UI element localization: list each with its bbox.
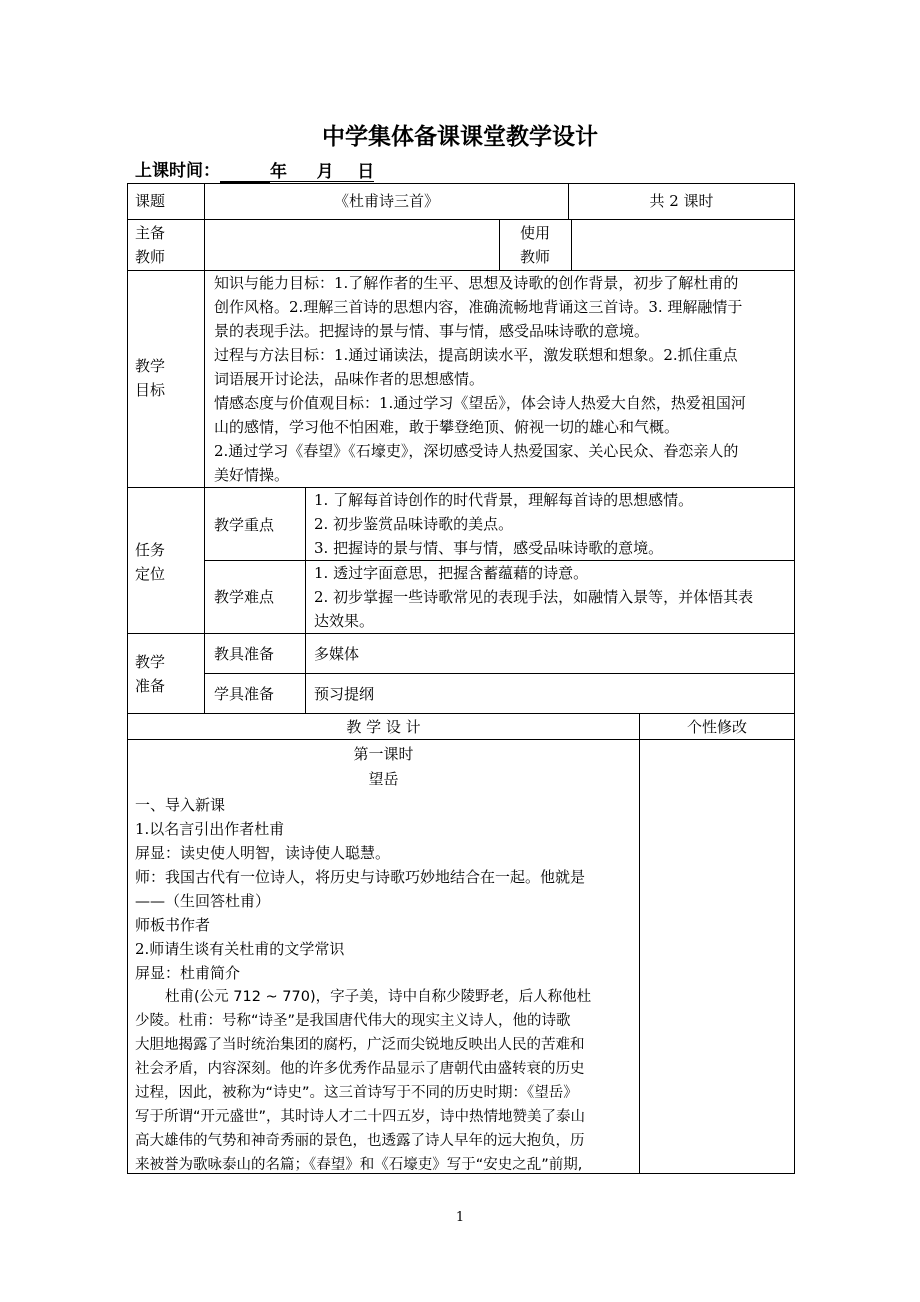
poem-title: 望岳 [368,770,399,788]
student-prep-label: 学具准备 [214,685,275,703]
content-line: 2.师请生谈有关杜甫的文学常识 [135,940,345,958]
prep-label-2: 准备 [135,677,166,695]
user-teacher-label-1: 使用 [520,224,551,242]
bio-line: 过程，因此，被称为“诗史”。这三首诗写于不同的历史时期：《望岳》 [135,1085,578,1101]
class-time-line [135,160,374,182]
table-border [127,183,128,1173]
objectives-label-1: 教学 [135,357,166,375]
bio-line: 大胆地揭露了当时统治集团的腐朽，广泛而尖锐地反映出人民的苦难和 [135,1037,585,1053]
row-divider [204,673,794,674]
bio-line: 高大雄伟的气势和神奇秀丽的景色，也透露了诗人早年的远大抱负，历 [135,1133,585,1149]
difficulty-item: 1. 透过字面意思，把握含蓄蕴藉的诗意。 [314,564,589,582]
objective-line: 情感态度与价值观目标：1.通过学习《望岳》，体会诗人热爱大自然，热爱祖国河 [214,394,746,412]
objective-line: 知识与能力目标：1.了解作者的生平、思想及诗歌的创作背景，初步了解杜甫的 [214,274,739,292]
objective-line: 词语展开讨论法，品味作者的思想感情。 [214,370,485,388]
bio-line: 杜甫(公元 712 ~ 770)，字子美，诗中自称少陵野老，后人称他杜 [165,989,592,1005]
content-line: 一、导入新课 [135,796,226,814]
col-divider [204,183,205,713]
content-line: 屏显：杜甫简介 [135,964,241,982]
difficulties-label: 教学难点 [214,588,275,606]
page-title: 中学集体备课课堂教学设计 [322,124,598,150]
content-line: 屏显：读史使人明智，读诗使人聪慧。 [135,844,391,862]
objectives-text [214,271,792,487]
col-divider [571,219,572,270]
col-divider [305,487,306,713]
objective-line: 美好情操。 [214,466,290,484]
class-time-year: 年 [270,162,287,182]
content-line: 师：我国古代有一位诗人，将历史与诗歌巧妙地结合在一起。他就是 [135,868,586,886]
key-point-item: 2. 初步鉴赏品味诗歌的美点。 [314,515,514,533]
key-points-label: 教学重点 [214,516,275,534]
student-prep-value: 预习提纲 [314,685,375,703]
page-number: 1 [455,1210,465,1225]
difficulty-item: 2. 初步掌握一些诗歌常见的表现手法，如融情入景等，并体悟其表 [314,588,754,606]
col-divider [639,713,640,1173]
row-divider [127,633,794,634]
key-point-item: 1. 了解每首诗创作的时代背景，理解每首诗的思想感情。 [314,491,694,509]
difficulty-item: 达效果。 [314,612,375,630]
bio-line: 来被誉为歌咏泰山的名篇；《春望》和《石壕吏》写于“安史之乱”前期, [135,1157,583,1173]
objective-line: 山的感情，学习他不怕困难，敢于攀登绝顶、俯视一切的雄心和气概。 [214,418,680,436]
content-lines [135,793,637,985]
objective-line: 2.通过学习《春望》《石壕吏》，深切感受诗人热爱国家、关心民众、眷恋亲人的 [214,442,739,460]
tools-value: 多媒体 [314,645,360,663]
bio-line: 少陵。杜甫：号称“诗圣”是我国唐代伟大的现实主义诗人，他的诗歌 [135,1013,571,1029]
prep-label-1: 教学 [135,653,166,671]
design-header: 教 学 设 计 [346,718,421,736]
row-divider [127,739,794,740]
topic-label: 课题 [135,192,166,210]
du-fu-bio [135,985,637,1177]
task-label-2: 定位 [135,565,166,583]
class-time-label: 上课时间： [135,161,220,181]
lead-teacher-label-1: 主备 [135,224,166,242]
objective-line: 景的表现手法。把握诗的景与情、事与情，感受品味诗歌的意境。 [214,322,650,340]
content-line: ——（生回答杜甫） [135,892,271,910]
difficulties-list [314,561,792,633]
lead-teacher-label-2: 教师 [135,248,166,266]
class-time-fill [220,161,374,182]
tools-label: 教具准备 [214,645,275,663]
task-label-1: 任务 [135,541,166,559]
table-border [127,183,794,184]
user-teacher-label-2: 教师 [520,248,551,266]
table-border [794,183,795,1173]
bio-line: 社会矛盾，内容深刻。他的许多优秀作品显示了唐朝代由盛转衰的历史 [135,1061,585,1077]
col-divider [499,219,500,270]
revision-header: 个性修改 [686,718,747,736]
objectives-label-2: 目标 [135,381,166,399]
row-divider [127,219,794,220]
key-points-list [314,488,792,560]
bio-line: 写于所谓“开元盛世”，其时诗人才二十四五岁，诗中热情地赞美了泰山 [135,1109,586,1125]
content-line: 师板书作者 [135,916,211,934]
class-time-day: 日 [357,162,375,182]
row-divider [127,713,794,714]
objective-line: 创作风格。2.理解三首诗的思想内容，准确流畅地背诵这三首诗。3. 理解融情于 [214,298,743,316]
period-count: 共 2 课时 [649,192,714,210]
key-point-item: 3. 把握诗的景与情、事与情，感受品味诗歌的意境。 [314,539,664,557]
class-time-month: 月 [316,162,334,182]
lesson-title: 第一课时 [353,745,414,763]
content-line: 1.以名言引出作者杜甫 [135,820,285,838]
topic-value: 《杜甫诗三首》 [333,192,439,210]
objective-line: 过程与方法目标：1.通过诵读法，提高朗读水平，激发联想和想象。2.抓住重点 [214,346,738,364]
